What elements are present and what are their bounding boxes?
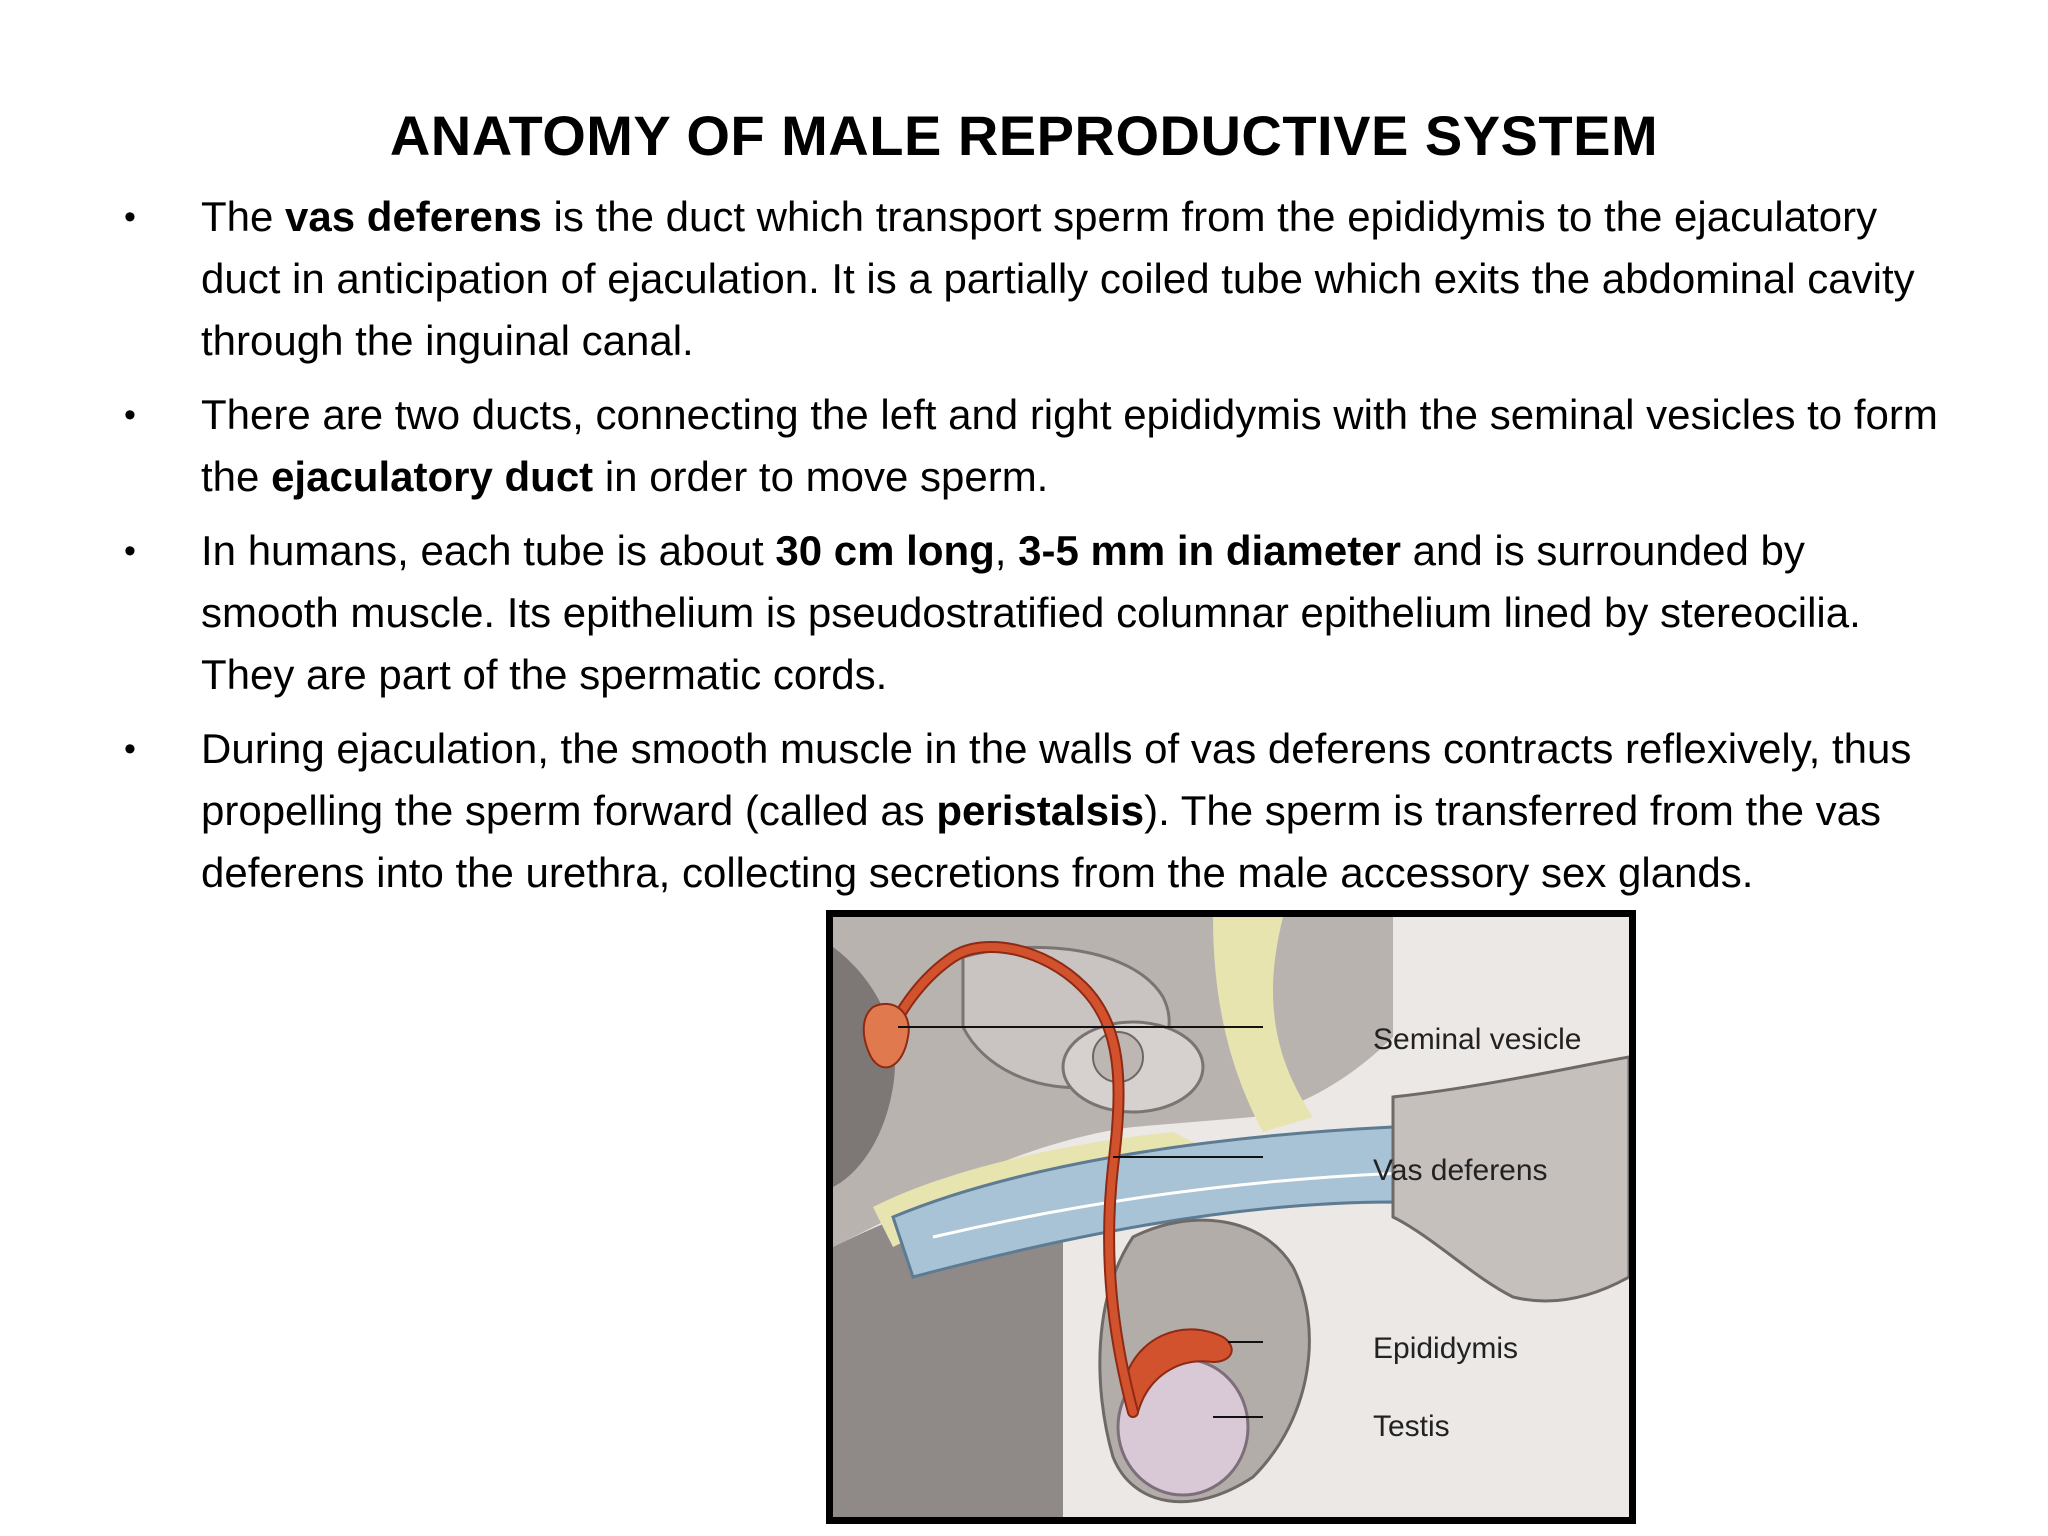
bullet-text: is the duct which transport sperm from the epididymis to the ejaculatory duct in anticipation of ejaculation. It is a partially coiled tube which exits the abdominal cavity through the inguinal canal. [201,193,1915,364]
bullet-text: In humans, each tube is about [201,527,776,574]
bullet-item [120,186,1940,372]
bullet-item [120,718,1940,904]
bold-term: 3-5 mm in diameter [1018,527,1401,574]
bold-term: vas deferens [285,193,542,240]
anatomy-illustration [826,910,1636,1524]
bold-term: 30 cm long [775,527,995,574]
bullet-text: During ejaculation, the smooth muscle in the walls of vas deferens contracts reflexively, thus propelling the sperm forward (called as [201,725,1912,834]
bullet-text: , [994,527,1019,574]
anatomy-drawing [833,917,1629,1517]
bullet-marker: • [124,532,136,570]
bullet-marker: • [124,396,136,434]
bullet-text: There are two ducts, connecting the left and right epididymis with the seminal vesicles to form the [201,391,1938,500]
label-testis: Testis [1373,1410,1450,1443]
bold-term: ejaculatory duct [271,453,594,500]
label-vas-deferens: Vas deferens [1373,1154,1548,1187]
bullet-text: ). The sperm is transferred from the vas deferens into the urethra, collecting secretions from the male accessory sex glands. [201,787,1881,896]
bullet-text: in order to move sperm. [593,453,1049,500]
slide-title: ANATOMY OF MALE REPRODUCTIVE SYSTEM [389,104,1659,167]
bold-term: peristalsis [936,787,1145,834]
bullet-item [120,384,1940,508]
bullet-marker: • [124,730,136,768]
bullet-text: The [201,193,286,240]
bullet-marker: • [124,198,136,236]
bullet-item [120,520,1940,706]
bullet-list [120,186,1940,916]
bullet-text: and is surrounded by smooth muscle. Its epithelium is pseudostratified columnar epithelium lined by stereocilia. They are part of the spermatic cords. [201,527,1861,698]
label-seminal-vesicle: Seminal vesicle [1373,1023,1582,1056]
label-epididymis: Epididymis [1373,1332,1519,1365]
